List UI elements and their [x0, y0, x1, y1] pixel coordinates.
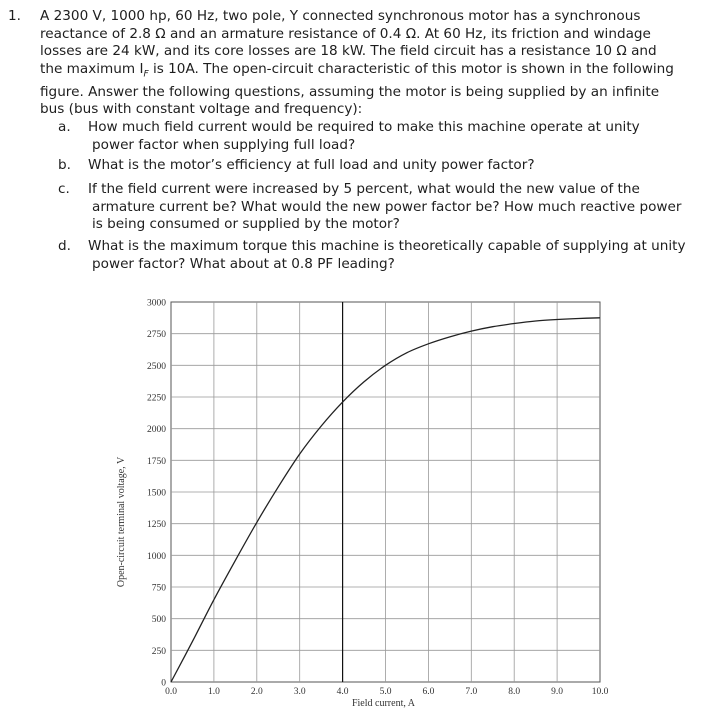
stem-line: figure. Answer the following questions, assuming the motor is being supplied by an infinite: [40, 83, 660, 100]
subscript: F: [143, 69, 149, 80]
part-line: armature current be? What would the new power factor be? How much reactive power: [92, 198, 682, 215]
x-tick-label: 9.0: [551, 687, 564, 697]
part-label: d.: [58, 238, 71, 254]
y-tick-label: 1000: [147, 551, 166, 562]
y-tick-label: 1250: [147, 520, 166, 531]
x-axis-label: Field current, A: [351, 698, 416, 709]
stem-line: bus (bus with constant voltage and frequency):: [40, 101, 363, 118]
part-line: How much field current would be required to make this machine operate at unity: [88, 119, 640, 135]
x-tick-label: 2.0: [250, 687, 263, 697]
y-tick-label: 1750: [147, 456, 166, 467]
part-label: b.: [58, 157, 71, 173]
part-label: c.: [58, 181, 70, 197]
part-line: What is the motor’s efficiency at full load and unity power factor?: [88, 157, 535, 173]
y-tick-label: 2250: [147, 393, 166, 404]
y-tick-label: 750: [151, 583, 166, 594]
part-line: power factor when supplying full load?: [92, 136, 356, 153]
x-tick-label: 6.0: [422, 687, 435, 697]
x-tick-label: 5.0: [379, 687, 392, 697]
y-tick-label: 2500: [147, 361, 166, 372]
part-label: a.: [58, 119, 71, 135]
chart-grid: [171, 302, 600, 682]
problem-number: 1.: [8, 8, 21, 24]
y-tick-label: 250: [151, 646, 166, 657]
part-line: If the field current were increased by 5 percent, what would the new value of the: [88, 181, 640, 197]
y-tick-label: 500: [151, 615, 166, 626]
stem-line: A 2300 V, 1000 hp, 60 Hz, two pole, Y connected synchronous motor has a synchronous: [40, 8, 641, 24]
x-tick-label: 1.0: [207, 687, 220, 697]
x-tick-label: 8.0: [508, 687, 521, 697]
x-tick-label: 10.0: [591, 687, 609, 697]
part-line: is being consumed or supplied by the motor?: [92, 216, 400, 232]
x-tick-label: 4.0: [336, 687, 349, 697]
part-line: What is the maximum torque this machine is theoretically capable of supplying at unity: [88, 238, 686, 254]
y-tick-label: 0: [161, 678, 166, 689]
x-tick-label: 7.0: [465, 687, 478, 697]
y-tick-label: 2750: [147, 330, 166, 341]
stem-text: the maximum I: [40, 60, 144, 77]
stem-line: reactance of 2.8 Ω and an armature resistance of 0.4 Ω. At 60 Hz, its friction and windage: [40, 25, 651, 42]
y-tick-label: 3000: [147, 298, 166, 309]
part-line: power factor? What about at 0.8 PF leading?: [92, 255, 395, 272]
stem-line: losses are 24 kW, and its core losses are 18 kW. The field circuit has a resistance 10 Ω and: [40, 43, 657, 59]
stem-text: is 10A. The open-circuit characteristic of this motor is shown in the following: [148, 60, 674, 77]
x-tick-label: 0.0: [165, 687, 177, 697]
y-tick-label: 1500: [147, 488, 166, 499]
y-tick-label: 2000: [147, 425, 166, 436]
y-axis-label: Open-circuit terminal voltage, V: [116, 456, 127, 588]
x-tick-label: 3.0: [293, 687, 306, 697]
